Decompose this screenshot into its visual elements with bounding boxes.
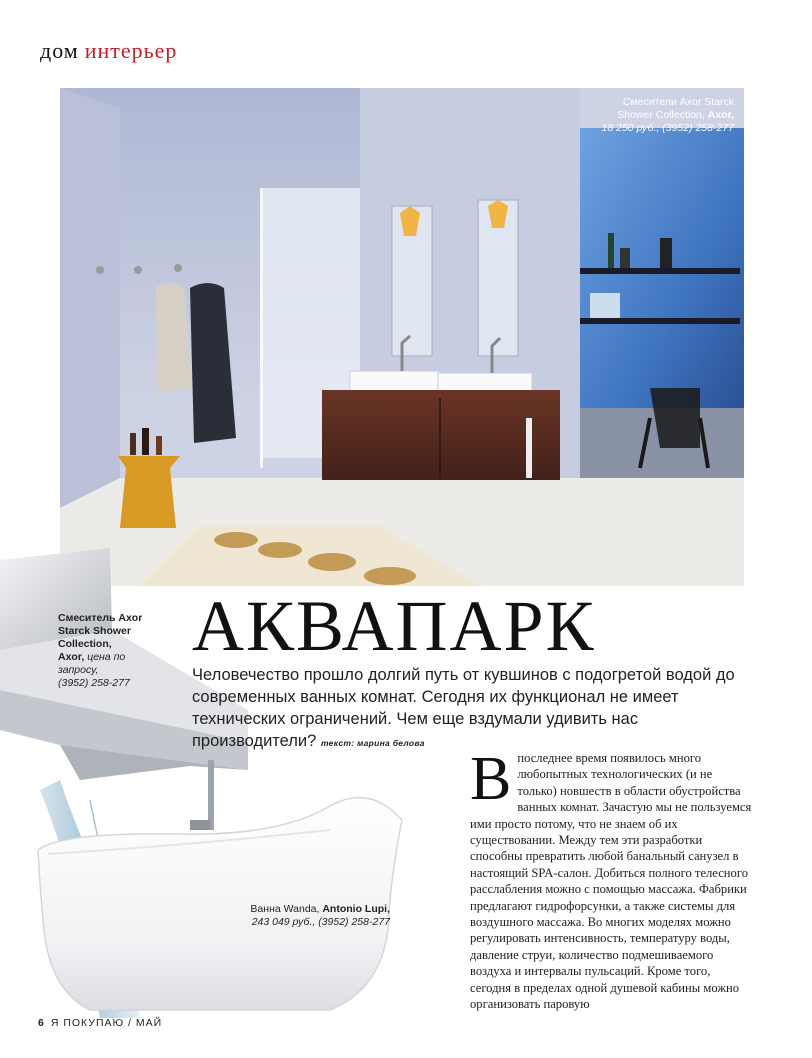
- caption-faucets-price: 18 250 руб., (3952) 258-277: [601, 122, 734, 134]
- bathtub-image: [30, 760, 470, 1018]
- caption-mixer-brand: Axor,: [58, 651, 85, 663]
- bathroom-photo: [60, 88, 744, 586]
- section-main: дом: [40, 38, 79, 63]
- caption-bath: [240, 903, 390, 929]
- section-sub: интерьер: [84, 38, 178, 63]
- caption-mixer-price: цена по запросу,: [58, 651, 126, 676]
- caption-bath-name: Ванна Wanda,: [250, 903, 323, 915]
- author-credit: текст: марина белова: [320, 738, 425, 748]
- caption-mixer-phone: (3952) 258-277: [58, 677, 130, 689]
- article-title: АКВАПАРК: [192, 586, 596, 666]
- caption-faucets: [590, 96, 734, 135]
- caption-faucets-name: Смесители Axor Starck Shower Collection,: [617, 96, 734, 121]
- magazine-name: Я ПОКУПАЮ / МАЙ: [50, 1017, 163, 1029]
- dropcap: В: [470, 745, 512, 813]
- page-number: 6: [38, 1017, 45, 1029]
- page-footer: [38, 1017, 162, 1029]
- article-body: [470, 745, 752, 1013]
- lead-text: Человечество прошло долгий путь от кувшинов с подогретой водой до современных ванных комнат. Сегодня их функционал не имеет технических ограничений. Чем еще вздумали удивить нас производители?: [192, 666, 735, 750]
- caption-mixer-name: Смеситель Axor Starck Shower Collection,: [58, 612, 143, 650]
- article-lead: [192, 664, 752, 754]
- caption-bath-brand: Antonio Lupi,: [322, 903, 390, 915]
- caption-shower-mixer: [58, 612, 148, 690]
- body-paragraph: последнее время появилось много любопытных технологических (и не только) новшеств в области обустройства ванных комнат. Зачастую мы не пользуемся ими просто потому, что не знаем об их существовании. Между тем эти разработки способны превратить любой банальный санузел в настоящий SPA-салон. Добиться полного телесного расслабления можно с помощью массажа. Фабрики предлагают гидрофорсунки, а также системы для воздушного массажа. Во многих моделях можно регулировать интенсивность, температуру воды, давление струи, количество подмешиваемого воздуха и интервалы пульсаций. Кроме того, сегодня в пределах одной душевой кабины можно организовать паровую: [470, 751, 752, 1012]
- section-header: [40, 38, 177, 64]
- caption-bath-price: 243 049 руб., (3952) 258-277: [251, 916, 390, 928]
- caption-faucets-brand: Axor,: [707, 109, 734, 121]
